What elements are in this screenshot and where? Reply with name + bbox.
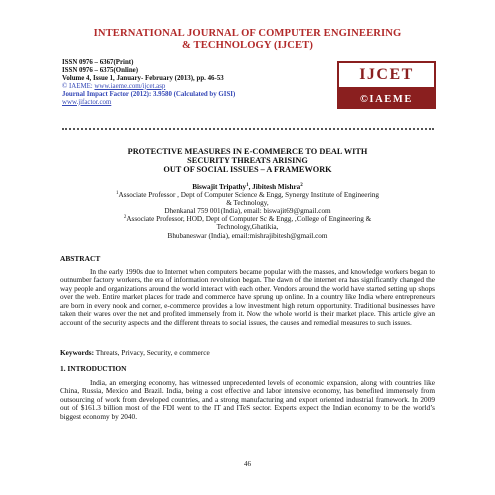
jifactor-link[interactable]: www.jifactor.com: [62, 98, 112, 106]
journal-meta: [62, 59, 332, 106]
paper-title-line: SECURITY THREATS ARISING: [187, 156, 308, 166]
author-1: Biswajit Tripathy: [192, 183, 247, 191]
affil-2-line2: Technology,Ghatikia,: [216, 223, 279, 232]
authors-block: [60, 183, 435, 240]
issn-online: ISSN 0976 – 6375(Online): [62, 66, 138, 74]
volume-info: Volume 4, Issue 1, January- February (2013), pp. 46-53: [62, 74, 224, 82]
logo-top: IJCET: [337, 61, 436, 89]
iaeme-line: [62, 83, 332, 91]
author-separator: ,: [248, 183, 253, 191]
dotted-divider: [62, 128, 434, 130]
journal-title: [40, 28, 455, 51]
affil-1-sup: 1: [115, 191, 119, 197]
iaeme-link[interactable]: www.iaeme.com/ijcet.asp: [94, 82, 166, 90]
affil-1-line1: Associate Professor , Dept of Computer Science & Engg, Synergy Institute of Engineering: [118, 191, 380, 200]
affiliation-1: [60, 191, 435, 199]
iaeme-prefix: © IAEME:: [62, 82, 95, 90]
journal-title-line1: INTERNATIONAL JOURNAL OF COMPUTER ENGINEERING: [93, 28, 402, 39]
keywords: [60, 348, 435, 357]
affiliation-2: [60, 215, 435, 223]
affil-1-line3: Dhenkanal 759 001(India), email: biswajit69@gmail.com: [164, 207, 331, 216]
logo-bottom: ©IAEME: [337, 89, 436, 109]
paper-title-line: PROTECTIVE MEASURES IN E-COMMERCE TO DEAL WITH: [127, 147, 368, 156]
page-number: 46: [244, 460, 251, 468]
journal-title-line2: & TECHNOLOGY (IJCET): [182, 39, 313, 51]
affil-2-line1: Associate Professor, HOD, Dept of Computer Sc & Engg, ,College of Engineering &: [126, 215, 372, 224]
affil-2-line3: Bhubaneswar (India), email:mishrajibitesh@gmail.com: [167, 231, 328, 240]
paper-title: [60, 147, 435, 175]
author-1-sup: 1: [246, 183, 249, 188]
abstract-heading: ABSTRACT: [60, 254, 101, 263]
affil-2-sup: 2: [123, 215, 127, 221]
affil-1-line2: & Technology,: [226, 199, 269, 208]
issn-print: ISSN 0976 – 6367(Print): [62, 59, 134, 66]
ijcet-logo: [337, 61, 436, 109]
author-2: Jibitesh Mishra: [252, 183, 301, 191]
introduction-text: India, an emerging economy, has witnessed unprecedented levels of economic expansion, along with countries like China, Russia, Mexico and Brazil. India, being a cost effective and labor intensive economy, has benefited immensely from outsourcing of work from developed countries, and a strong manufacturing and export oriented industrial framework. In 2009 out of $161.3 billion most of the FDI went to the IT and ITeS sector. Experts expect the Indian economy to be the world’s biggest economy by 2040.: [60, 378, 435, 421]
abstract-text: In the early 1990s due to Internet when computers became popular with the masses, and knowledge workers began to outnumber factory workers, the era of information revolution began. The dawn of the internet era has significantly changed the way people and organizations around the world interact with each other. Vendors around the world have started setting up shops over the web. Entire market places for trade and commerce have sprung up online. In a country like India where entrepreneurs are born in every nook and corner, e-commerce provides a low investment high return opportunity. Traditional businesses have taken their wares over the net and profited immensely from it. Now the whole world is their market place. This article give an account of the security aspects and the different threats to social issues, the causes and remedial measures to such issues.: [60, 267, 435, 327]
keywords-text: Threats, Privacy, Security, e commerce: [94, 348, 210, 357]
keywords-label: Keywords:: [60, 348, 95, 357]
paper-title-line: OUT OF SOCIAL ISSUES – A FRAMEWORK: [163, 165, 332, 175]
author-2-sup: 2: [300, 183, 303, 188]
introduction-heading: 1. INTRODUCTION: [60, 364, 127, 373]
impact-factor: Journal Impact Factor (2012): 3.9580 (Calculated by GISI): [62, 90, 236, 98]
author-names: [60, 183, 435, 191]
